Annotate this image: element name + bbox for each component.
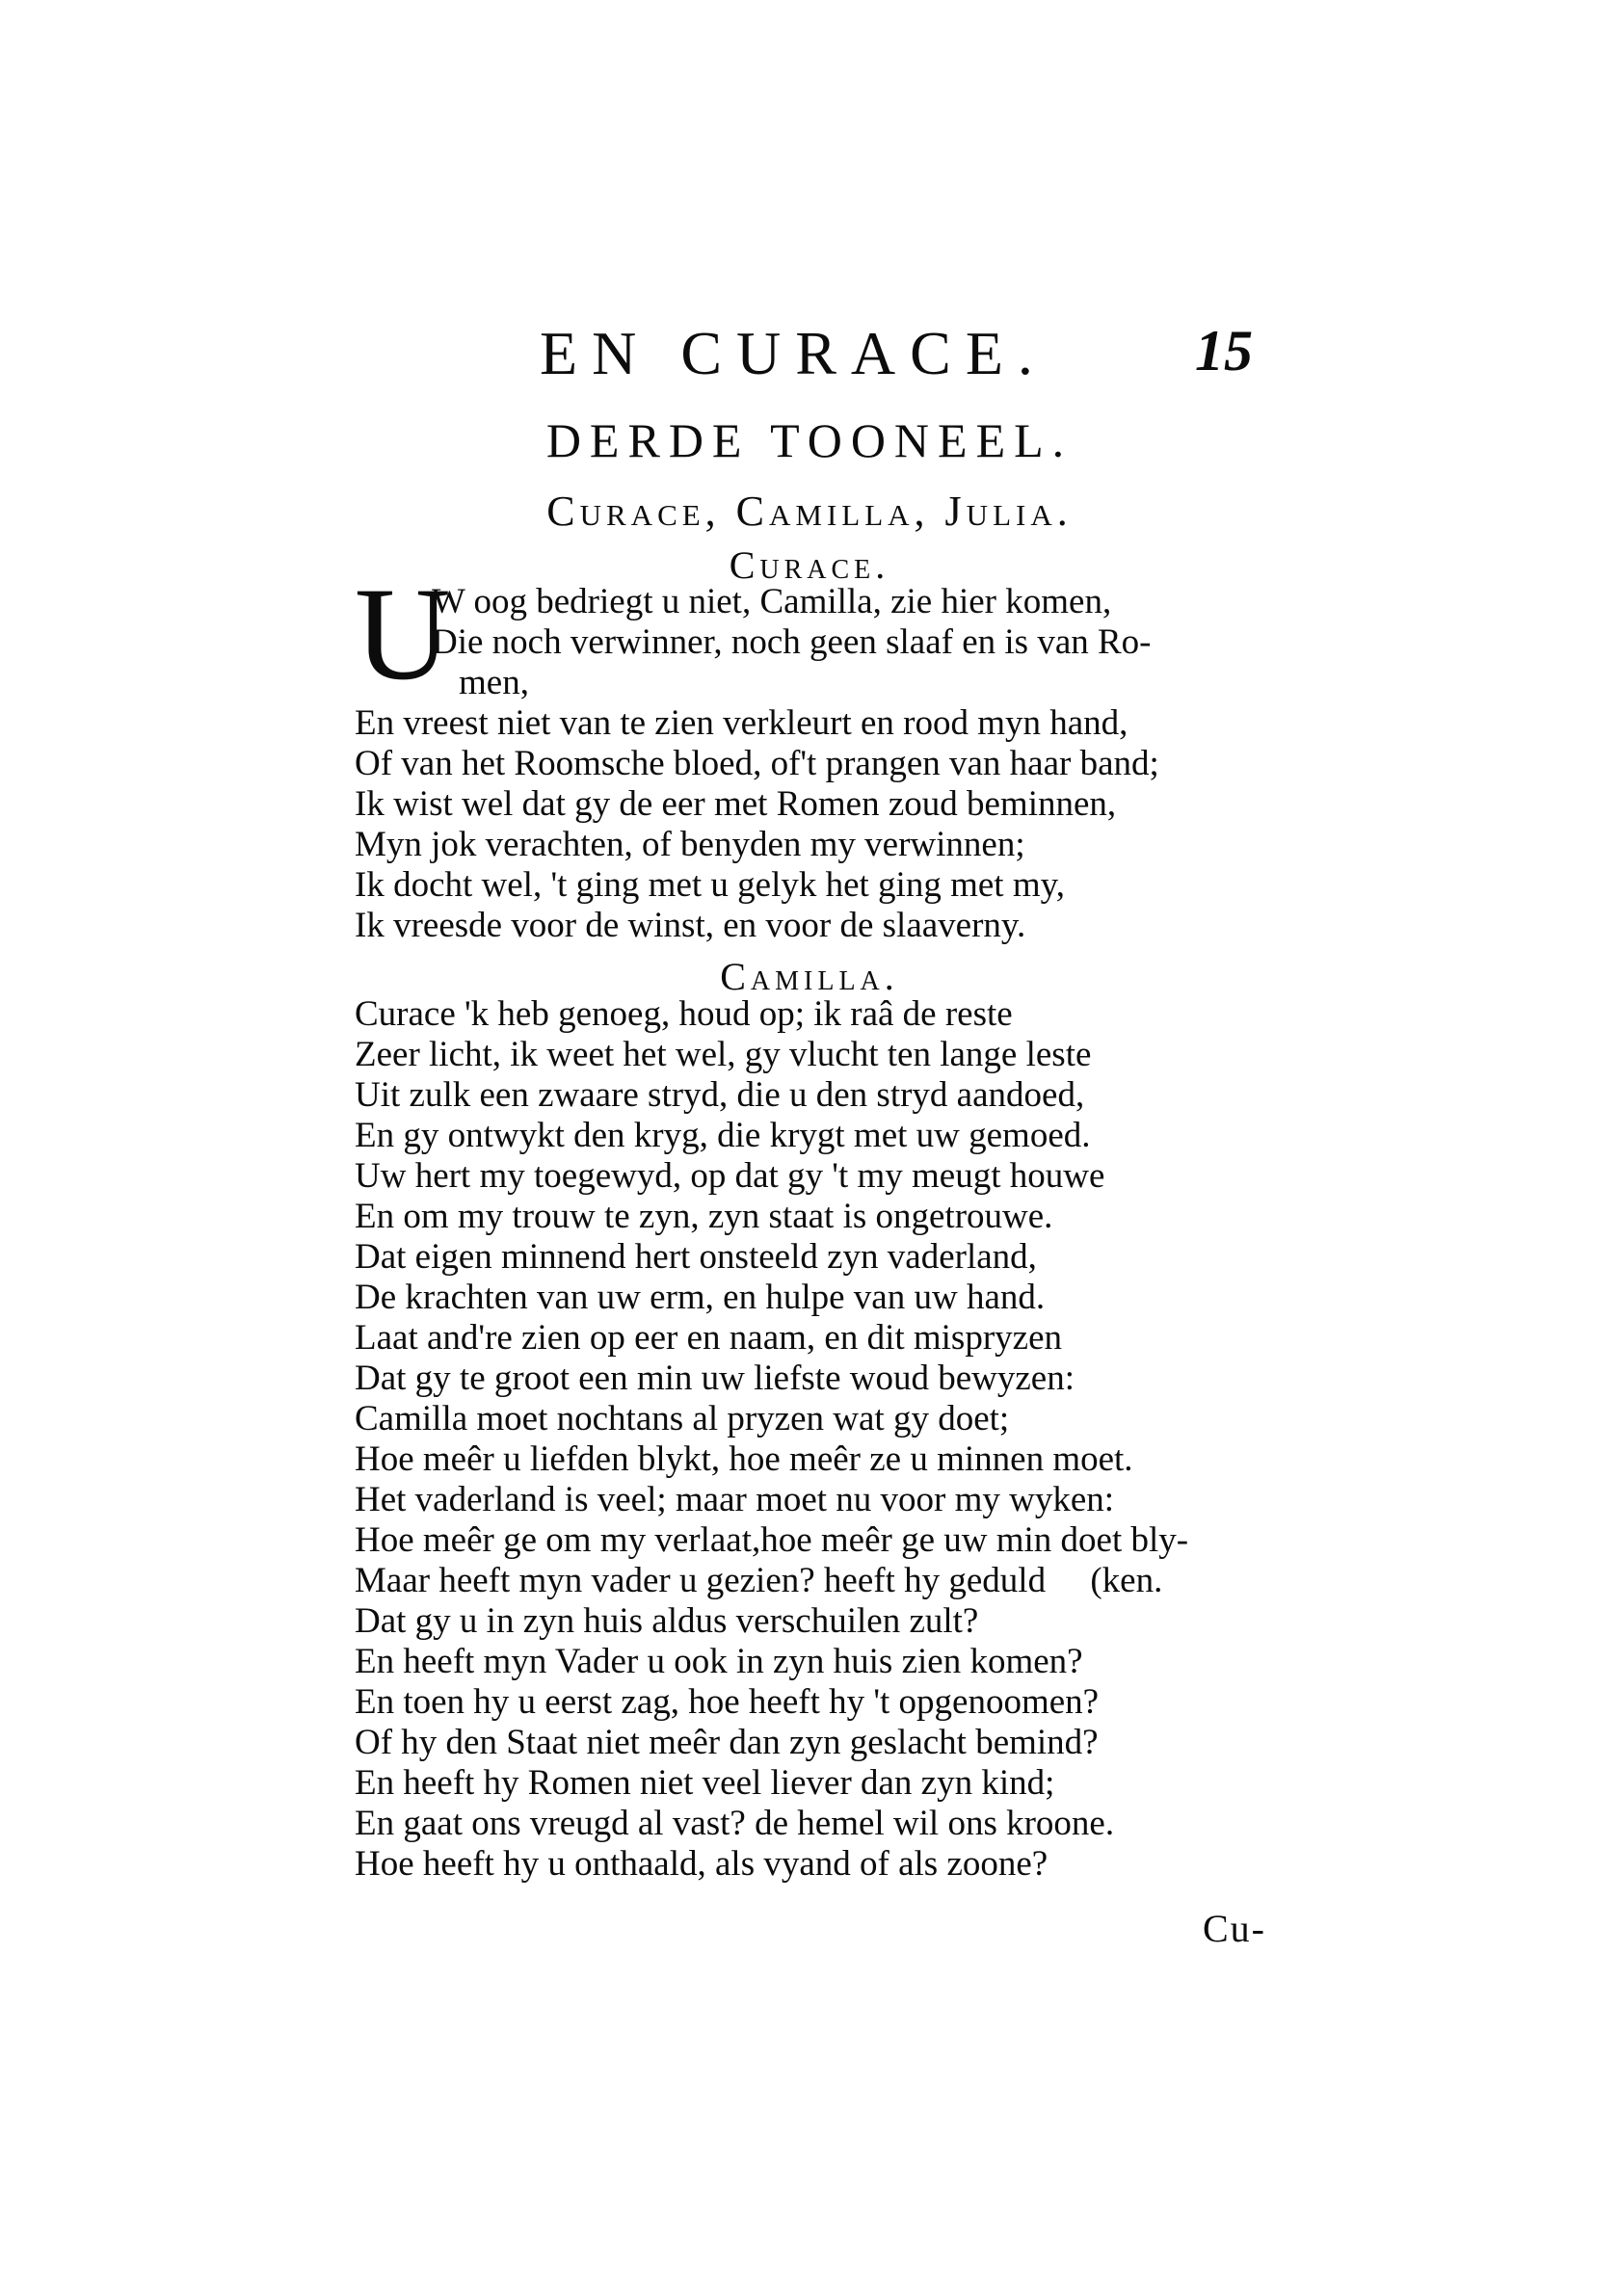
verse-line: Die noch verwinner, noch geen slaaf en is van Ro-: [432, 622, 1152, 662]
verse-line: En vreest niet van te zien verkleurt en rood myn hand,: [355, 703, 1128, 743]
dramatis-personae: Curace, Camilla, Julia.: [546, 488, 1073, 535]
verse-line: Laat and're zien op eer en naam, en dit mispryzen: [355, 1318, 1063, 1358]
verse-line: Hoe meêr ge om my verlaat,hoe meêr ge uw min doet bly-: [355, 1520, 1189, 1560]
verse-line: Myn jok verachten, of benyden my verwinnen;: [355, 825, 1025, 864]
verse-line: De krachten van uw erm, en hulpe van uw hand.: [355, 1278, 1046, 1317]
verse-line: En heeft myn Vader u ook in zyn huis zien komen?: [355, 1642, 1083, 1681]
verse-line: Uw hert my toegewyd, op dat gy 't my meugt houwe: [355, 1156, 1105, 1196]
verse-line: En toen hy u eerst zag, hoe heeft hy 't opgenoomen?: [355, 1682, 1100, 1722]
verse-line: Ik wist wel dat gy de eer met Romen zoud beminnen,: [355, 784, 1117, 824]
running-head: [0, 318, 1619, 405]
verse-line: Ik vreesde voor de winst, en voor de slaaverny.: [355, 906, 1026, 945]
verse-line: En gaat ons vreugd al vast? de hemel wil ons kroone.: [355, 1804, 1115, 1843]
verse-line: En gy ontwykt den kryg, die krygt met uw gemoed.: [355, 1116, 1091, 1155]
drop-cap: U: [355, 560, 451, 707]
verse-line: men,: [459, 663, 529, 702]
verse-line: Curace 'k heb genoeg, houd op; ik raâ de reste: [355, 994, 1013, 1034]
catchword: Cu-: [1203, 1907, 1266, 1950]
verse-line: Het vaderland is veel; maar moet nu voor my wyken:: [355, 1480, 1115, 1519]
verse-line: Hoe meêr u liefden blykt, hoe meêr ze u minnen moet.: [355, 1439, 1133, 1479]
speaker-name-camilla: Camilla.: [720, 955, 899, 998]
verse-line: Dat gy u in zyn huis aldus verschuilen zult?: [355, 1601, 979, 1641]
verse-line: Zeer licht, ik weet het wel, gy vlucht ten lange leste: [355, 1035, 1092, 1074]
running-title: EN CURACE.: [540, 319, 1048, 387]
verse-line: Of hy den Staat niet meêr dan zyn geslacht bemind?: [355, 1723, 1099, 1762]
verse-line: Dat gy te groot een min uw liefste woud bewyzen:: [355, 1359, 1075, 1398]
verse-line: W oog bedriegt u niet, Camilla, zie hier komen,: [432, 582, 1112, 621]
page-number: 15: [1195, 319, 1253, 383]
verse-line: Camilla moet nochtans al pryzen wat gy doet;: [355, 1399, 1010, 1438]
verse-line: Of van het Roomsche bloed, of't prangen van haar band;: [355, 744, 1159, 783]
verse-line: Hoe heeft hy u onthaald, als vyand of als zoone?: [355, 1844, 1048, 1884]
verse-line: Ik docht wel, 't ging met u gelyk het ging met my,: [355, 865, 1065, 905]
verse-line: Uit zulk een zwaare stryd, die u den stryd aandoed,: [355, 1075, 1085, 1115]
verse-line: Dat eigen minnend hert onsteeld zyn vaderland,: [355, 1237, 1037, 1277]
speaker-name-curace: Curace.: [729, 543, 890, 587]
verse-line: Maar heeft myn vader u gezien? heeft hy geduld (ken.: [355, 1561, 1163, 1600]
verse-line: En om my trouw te zyn, zyn staat is ongetrouwe.: [355, 1197, 1053, 1236]
verse-line: En heeft hy Romen niet veel liever dan zyn kind;: [355, 1763, 1055, 1803]
scene-heading: DERDE TOONEEL.: [545, 413, 1074, 467]
